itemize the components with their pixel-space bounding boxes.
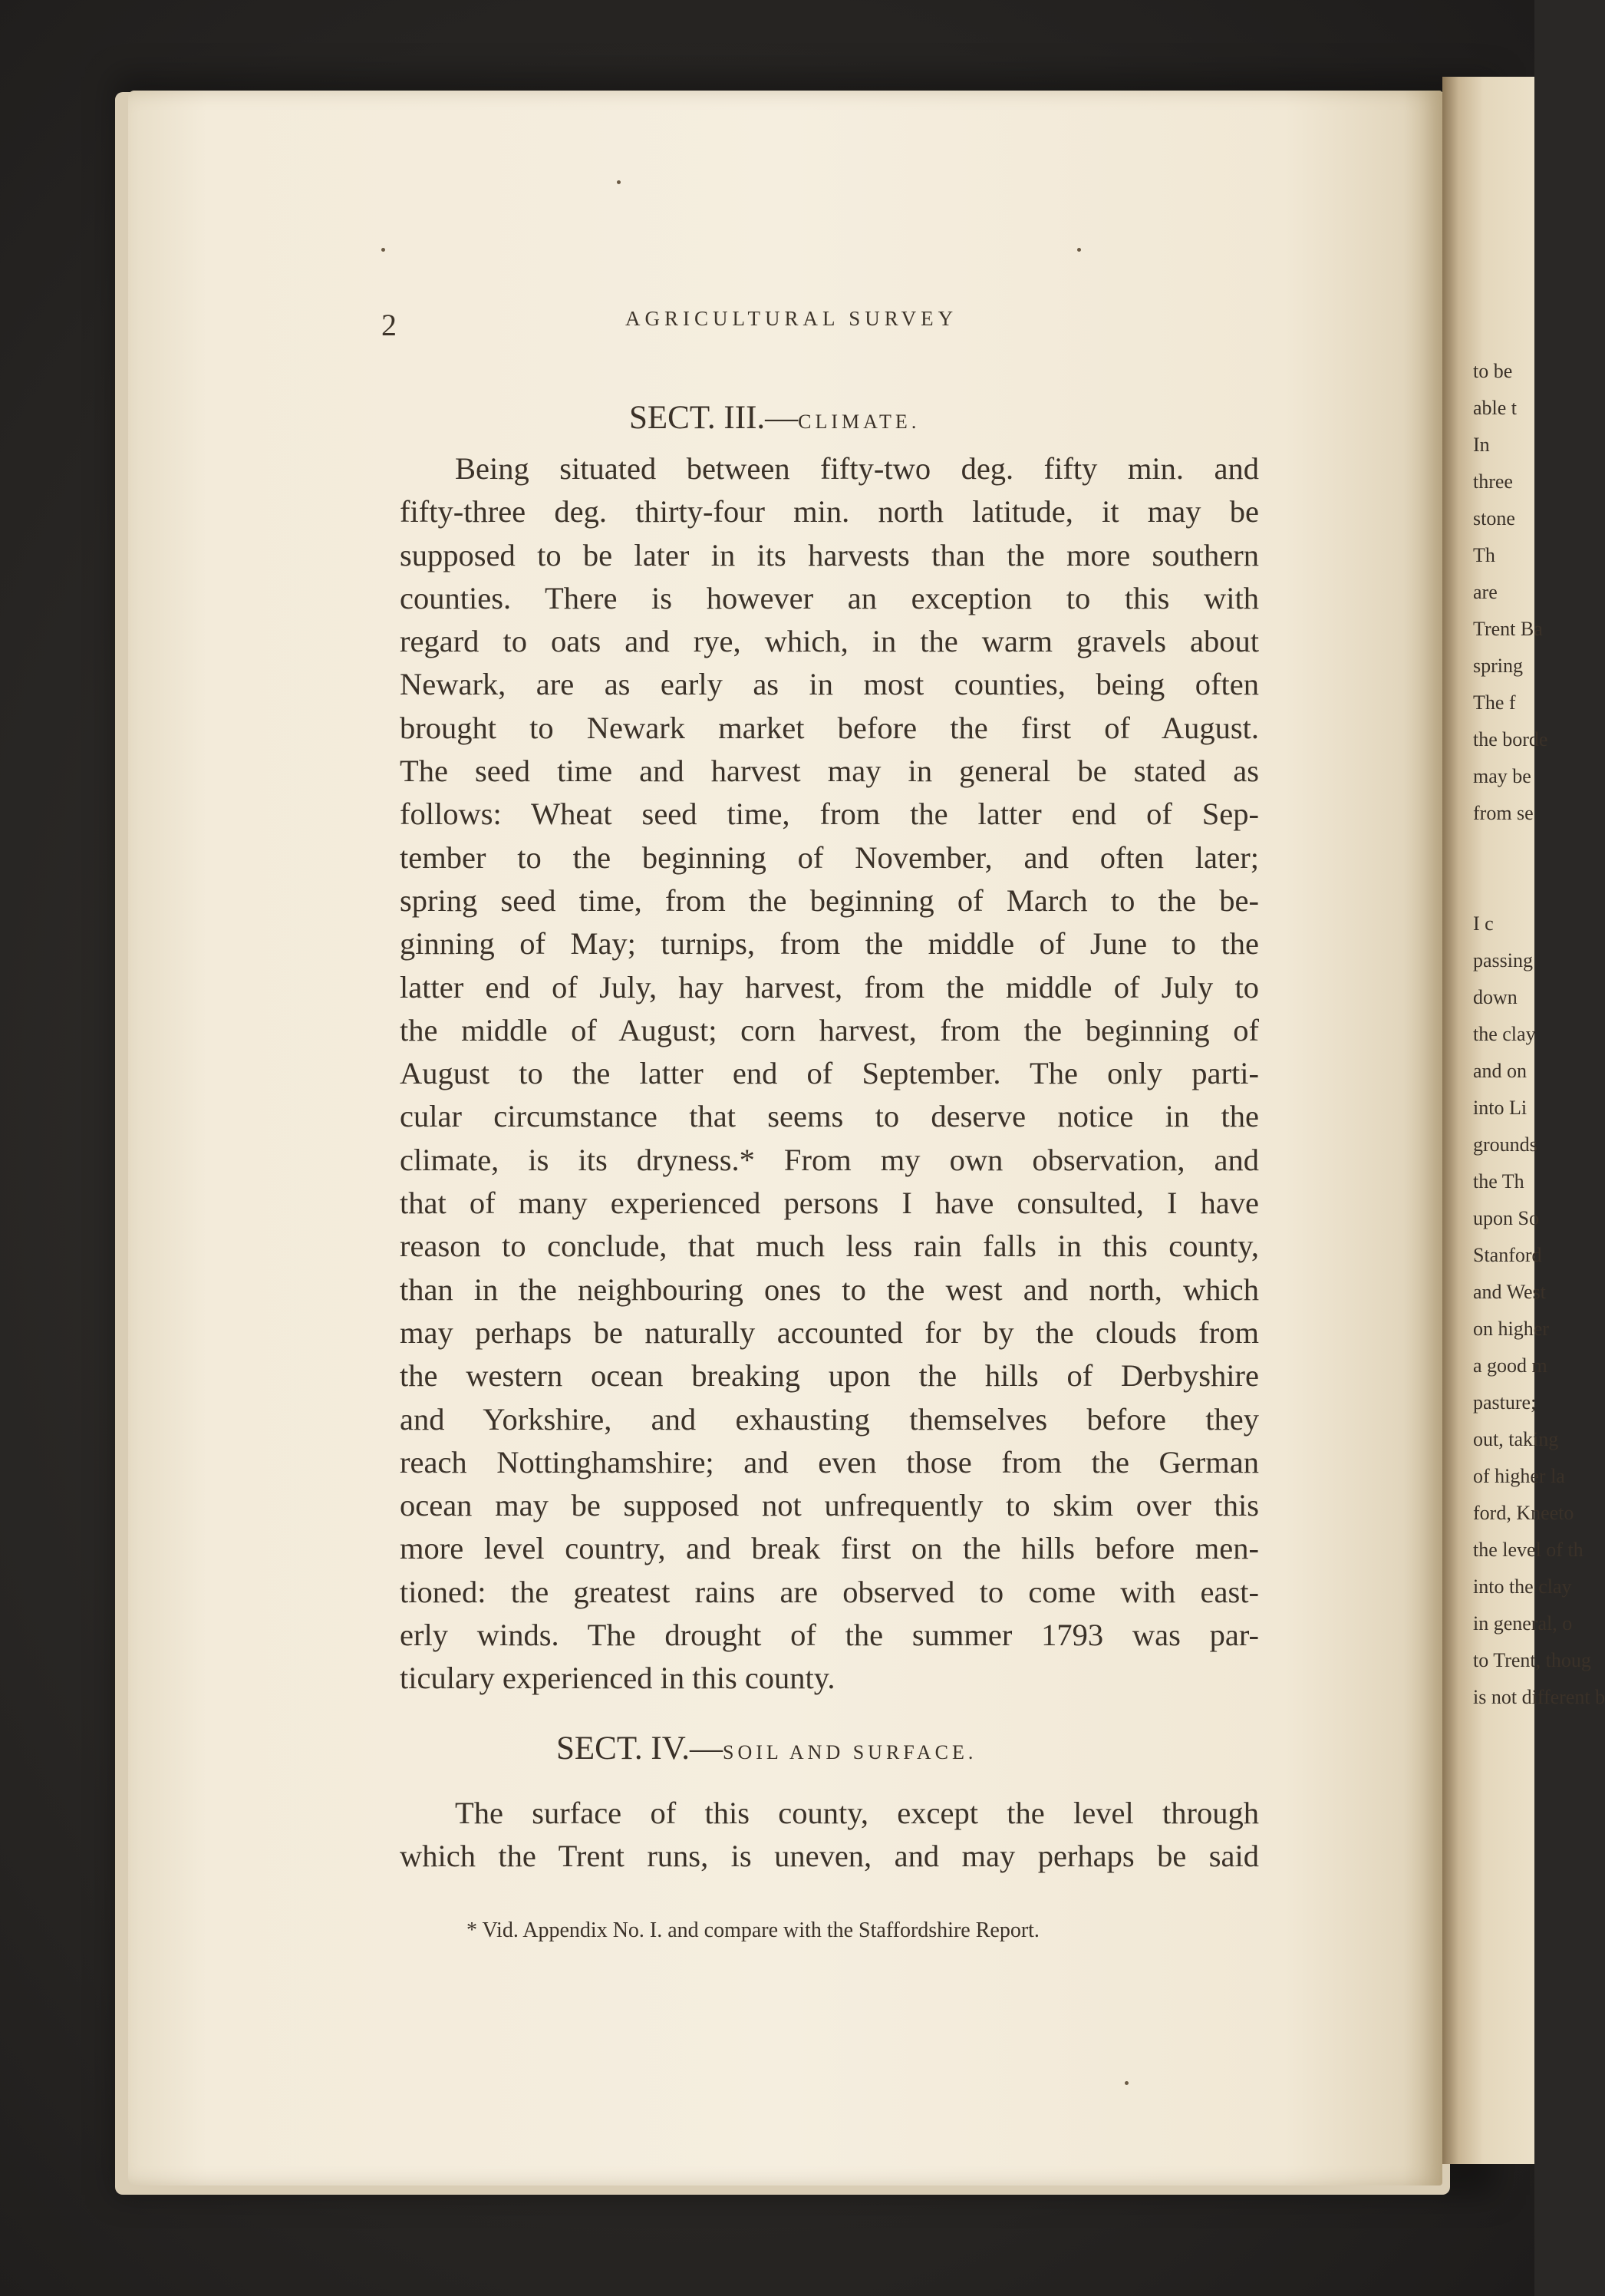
footnote: * Vid. Appendix No. I. and compare with the Staffordshire Report. <box>466 1918 1040 1942</box>
text-line: the middle of August; corn harvest, from the beginning of <box>400 1012 1259 1047</box>
facing-page-fragment: are <box>1473 581 1498 603</box>
text-line: brought to Newark market before the first of August. <box>400 710 1259 745</box>
text-line: August to the latter end of September. The only parti- <box>400 1056 1259 1091</box>
facing-page-fragment: spring <box>1473 655 1523 677</box>
fragment-gap <box>1473 832 1542 906</box>
soil-paragraph <box>400 1792 1259 1879</box>
text-line: reason to conclude, that much less rain falls in this county, <box>400 1229 1259 1264</box>
facing-page-fragment: may be <box>1473 765 1531 787</box>
paper-speck <box>1077 248 1081 252</box>
text-line: climate, is its dryness.* From my own observation, and <box>400 1142 1259 1177</box>
facing-page-fragment: into Li <box>1473 1097 1528 1119</box>
facing-page-fragment: of higher la <box>1473 1465 1565 1487</box>
facing-page-fragment: pasture; <box>1473 1391 1537 1414</box>
text-line: reach Nottinghamshire; and even those from the German <box>400 1444 1259 1480</box>
facing-page-fragment: and on <box>1473 1060 1528 1082</box>
text-line: tember to the beginning of November, and often later; <box>400 840 1259 875</box>
facing-page-fragment: able t <box>1473 397 1518 419</box>
facing-page-fragment: three <box>1473 470 1513 493</box>
section-heading-soil <box>556 1730 977 1767</box>
facing-page-text <box>1473 353 1605 1716</box>
text-line: latter end of July, hay harvest, from the middle of July to <box>400 969 1259 1004</box>
running-title: AGRICULTURAL SURVEY <box>625 307 958 330</box>
text-line: cular circumstance that seems to deserve notice in the <box>400 1099 1259 1134</box>
page-number: 2 <box>381 308 397 342</box>
text-line: that of many experienced persons I have consulted, I have <box>400 1186 1259 1221</box>
text-line: follows: Wheat seed time, from the latter end of Sep- <box>400 797 1259 832</box>
facing-page-fragment: in general, o <box>1473 1612 1573 1635</box>
facing-page-fragment: grounds <box>1473 1133 1537 1156</box>
facing-page-fragment: In <box>1473 434 1490 456</box>
paper-speck <box>381 248 385 252</box>
section-title: SOIL AND SURFACE. <box>723 1741 977 1763</box>
section-label: SECT. III.— <box>629 400 799 436</box>
facing-page-fragment: to be <box>1473 360 1513 382</box>
facing-page-fragment: the borde <box>1473 728 1548 750</box>
facing-page-fragment: stone <box>1473 507 1515 529</box>
facing-page-fragment: into the clay <box>1473 1575 1572 1598</box>
text-line: supposed to be later in its harvests than the more southern <box>400 537 1259 572</box>
facing-page-fragment: and West <box>1473 1281 1546 1303</box>
text-line: Newark, are as early as in most counties, being often <box>400 667 1259 702</box>
facing-page-fragment: passing <box>1473 949 1533 972</box>
facing-page-fragment: on higher <box>1473 1318 1549 1340</box>
text-line: fifty-three deg. thirty-four min. north latitude, it may be <box>400 494 1259 529</box>
facing-page-fragment: Th <box>1473 544 1495 566</box>
text-line: Being situated between fifty-two deg. fifty min. and <box>455 451 1259 486</box>
facing-page-fragment: out, taking <box>1473 1428 1559 1450</box>
facing-page-fragment: is not different b <box>1473 1686 1605 1708</box>
text-line: ginning of May; turnips, from the middle of June to the <box>400 926 1259 962</box>
facing-page-fragment: upon So <box>1473 1207 1539 1229</box>
facing-page-fragment: the Th <box>1473 1170 1524 1193</box>
text-line: ticulary experienced in this county. <box>400 1661 835 1696</box>
text-line: may perhaps be naturally accounted for by the clouds from <box>400 1315 1259 1350</box>
text-line: regard to oats and rye, which, in the warm gravels about <box>400 624 1259 659</box>
facing-page-fragment: the clay <box>1473 1023 1536 1045</box>
facing-page-fragment: a good m <box>1473 1354 1547 1377</box>
paper-speck <box>617 180 621 184</box>
text-line: tioned: the greatest rains are observed to come with east- <box>400 1574 1259 1609</box>
text-line: The surface of this county, except the level through <box>455 1796 1259 1830</box>
facing-page-fragment: Trent Ba <box>1473 618 1543 640</box>
facing-page-fragment: the level of th <box>1473 1539 1584 1561</box>
facing-page-fragment: ford, Kneeto <box>1473 1502 1574 1524</box>
text-line: the western ocean breaking upon the hills of Derbyshire <box>400 1358 1259 1394</box>
section-label: SECT. IV.— <box>556 1730 723 1767</box>
paper-speck <box>1125 2081 1129 2085</box>
climate-paragraph <box>400 447 1259 1701</box>
text-line: The seed time and harvest may in general be stated as <box>400 754 1259 789</box>
section-title: CLIMATE. <box>798 411 921 433</box>
text-line: than in the neighbouring ones to the west and north, which <box>400 1272 1259 1307</box>
facing-page-fragment: Stanford <box>1473 1244 1542 1266</box>
facing-page-fragment: down <box>1473 986 1518 1008</box>
text-line: counties. There is however an exception to this with <box>400 580 1259 615</box>
facing-page-fragment: I c <box>1473 912 1494 935</box>
text-line: erly winds. The drought of the summer 1793 was par- <box>400 1618 1259 1653</box>
text-line: spring seed time, from the beginning of March to the be- <box>400 882 1259 918</box>
facing-page-fragment: The f <box>1473 691 1516 714</box>
facing-page-fragment: from se <box>1473 802 1534 824</box>
section-heading-climate <box>629 399 920 437</box>
text-line: and Yorkshire, and exhausting themselves before they <box>400 1401 1259 1437</box>
facing-page-fragment: to Trent, thoug <box>1473 1649 1591 1671</box>
text-line: which the Trent runs, is uneven, and may perhaps be said <box>400 1839 1259 1874</box>
facing-page <box>1442 77 1605 2164</box>
text-line: ocean may be supposed not unfrequently to skim over this <box>400 1488 1259 1523</box>
text-line: more level country, and break first on the hills before men- <box>400 1531 1259 1566</box>
